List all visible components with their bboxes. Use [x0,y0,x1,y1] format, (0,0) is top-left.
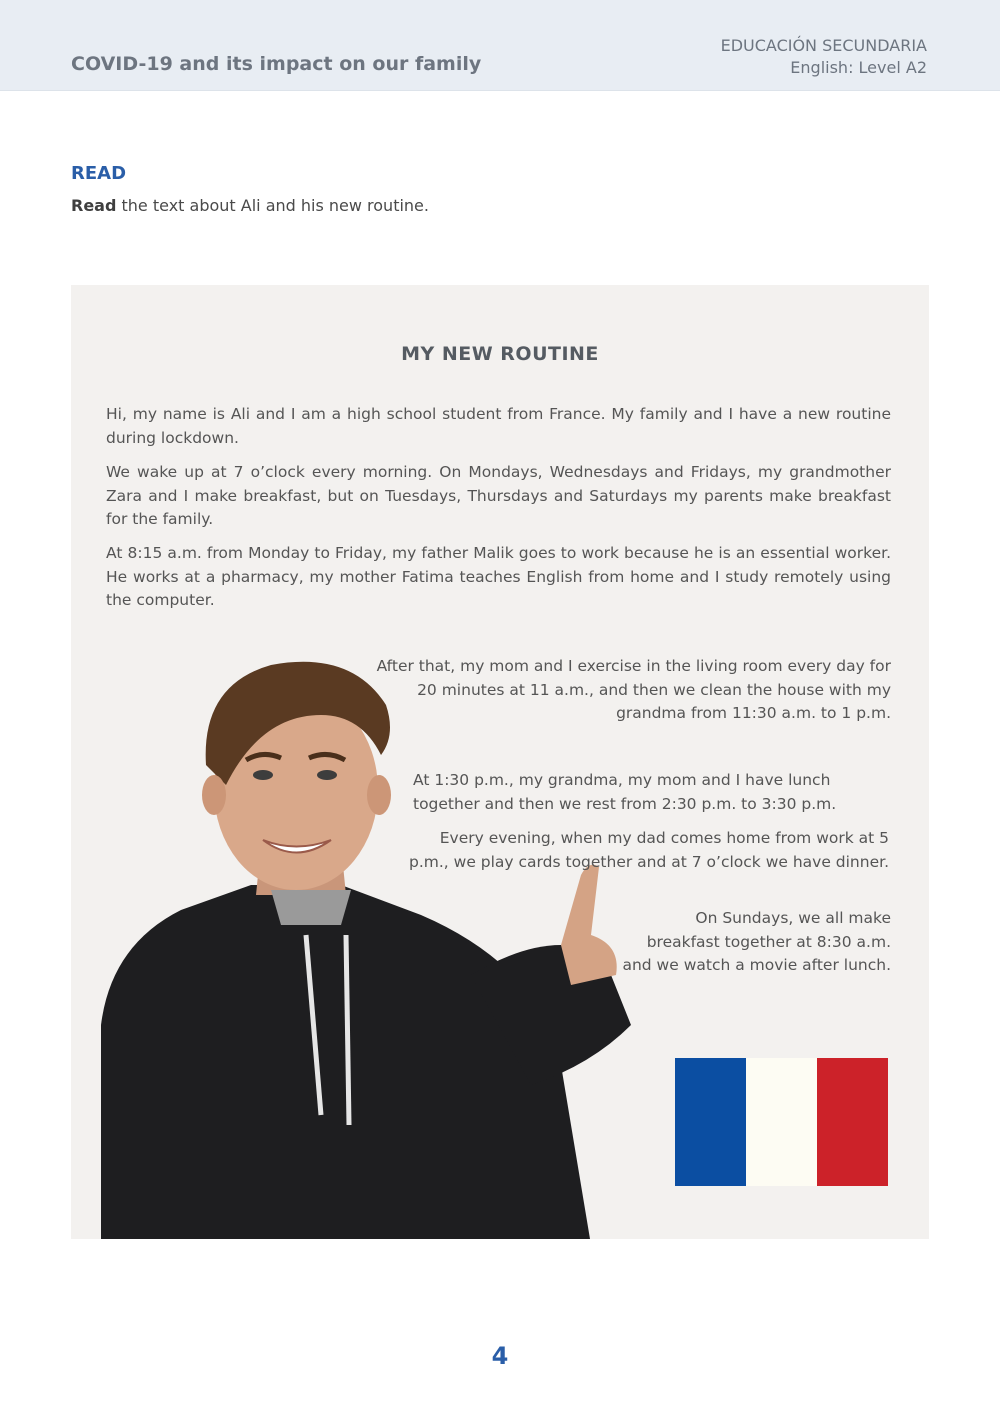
article-paragraph: Every evening, when my dad comes home from work at 5 p.m., we play cards together and at 7 o’clock we have dinner. [409,829,889,871]
article-title: MY NEW ROUTINE [401,343,599,365]
reading-panel [71,285,929,1239]
article-paragraph: At 8:15 a.m. from Monday to Friday, my father Malik goes to work because he is an essential worker. He works at a pharmacy, my mother Fatima teaches English from home and I study remotely using the computer. [106,544,891,609]
document-title: COVID-19 and its impact on our family [71,53,482,75]
article-paragraph: On Sundays, we all make breakfast together at 8:30 a.m. and we watch a movie after lunch. [622,909,891,974]
page-number: 4 [491,1342,509,1370]
instruction-rest: the text about Ali and his new routine. [116,196,429,215]
course-info [721,35,927,79]
english-level: English: Level A2 [790,58,927,77]
school-level: EDUCACIÓN SECUNDARIA [720,36,927,55]
instruction-text [71,196,429,215]
french-flag [675,1058,888,1186]
flag-stripe-red [817,1058,888,1186]
page-header [0,0,1000,91]
flag-stripe-blue [675,1058,746,1186]
flag-stripe-white [746,1058,817,1186]
article-paragraph: We wake up at 7 o’clock every morning. On Mondays, Wednesdays and Fridays, my grandmother Zara and I make breakfast, but on Tuesdays, Thursdays and Saturdays my parents make breakfast for the family. [106,463,891,528]
article-paragraph: After that, my mom and I exercise in the living room every day for 20 minutes at 11 a.m., and then we clean the house with my grandma from 11:30 a.m. to 1 p.m. [376,657,891,722]
instruction-bold: Read [71,196,117,215]
student-photo [91,645,651,1239]
article-paragraph: Hi, my name is Ali and I am a high school student from France. My family and I have a new routine during lockdown. [106,405,891,447]
article-paragraph: At 1:30 p.m., my grandma, my mom and I have lunch together and then we rest from 2:30 p.m. to 3:30 p.m. [413,771,837,813]
section-heading: READ [71,163,127,184]
